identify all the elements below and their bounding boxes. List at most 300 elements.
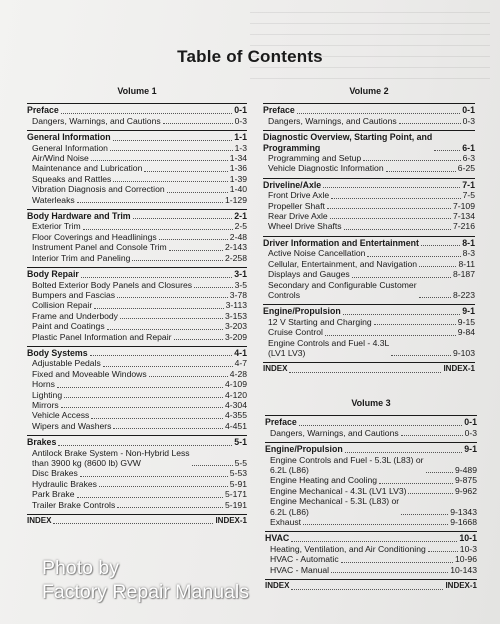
entry-page: 8-11 (458, 258, 475, 269)
dot-leader (91, 160, 228, 161)
index-page: INDEX-1 (215, 516, 247, 526)
entry-label: Vehicle Access (32, 410, 90, 421)
entry-page: 9-489 (455, 465, 477, 476)
dot-leader (331, 572, 448, 573)
entry-page: 3-203 (225, 321, 247, 332)
dot-leader (159, 239, 228, 240)
toc-entry (263, 317, 475, 327)
toc-entry (263, 163, 475, 173)
dot-leader (132, 260, 223, 261)
dot-leader (289, 372, 441, 373)
entry-label: Fixed and Moveable Windows (32, 368, 147, 379)
dot-leader (327, 208, 451, 209)
entry-page: 5-5 (234, 458, 247, 468)
entry-label: Trailer Brake Controls (32, 499, 116, 510)
entry-page: 2-48 (229, 231, 247, 242)
toc-entry (27, 421, 247, 431)
entry-label: Propeller Shaft (268, 200, 325, 211)
entry-page: 6-25 (457, 163, 475, 174)
dot-leader (133, 218, 233, 219)
entry-page: 5-91 (229, 478, 247, 489)
dot-leader (192, 465, 233, 466)
index-entry (265, 579, 477, 591)
section-title: Preface (265, 417, 297, 428)
section-page: 0-1 (462, 105, 475, 116)
dot-leader (117, 507, 223, 508)
toc-entry (27, 448, 247, 469)
dot-leader (144, 171, 227, 172)
entry-page: 2-143 (225, 242, 247, 253)
toc-entry (27, 174, 247, 184)
dot-leader (113, 181, 227, 182)
entry-label: Squeaks and Rattles (32, 173, 112, 184)
toc-entry (265, 544, 477, 554)
entry-label: Adjustable Pedals (32, 358, 101, 369)
entry-label: Wipers and Washers (32, 420, 112, 431)
toc-section (265, 415, 477, 438)
toc-section (27, 209, 247, 263)
entry-page: 5-191 (225, 499, 247, 510)
dot-leader (194, 287, 233, 288)
entry-page: 4-451 (225, 420, 247, 431)
entry-page: 3-5 (234, 279, 247, 290)
toc-section (27, 346, 247, 431)
dot-leader (94, 308, 223, 309)
entry-page: 4-120 (225, 389, 247, 400)
toc-entry (263, 280, 475, 301)
entry-label: Instrument Panel and Console Trim (32, 242, 167, 253)
toc-entry (265, 475, 477, 485)
index-page: INDEX-1 (443, 364, 475, 374)
entry-label: Disc Brakes (32, 468, 78, 479)
entry-label: Air/Wind Noise (32, 153, 89, 164)
toc-entry (27, 195, 247, 205)
dot-leader (107, 329, 223, 330)
section-title: Driveline/Axle (263, 179, 322, 190)
entry-label: Dangers, Warnings, and Cautions (268, 115, 397, 126)
entry-label: Lighting (32, 389, 63, 400)
toc-entry (27, 116, 247, 126)
toc-section (265, 531, 477, 575)
entry-page: 2-5 (234, 221, 247, 232)
section-title: Preface (27, 105, 59, 116)
entry-page: 3-209 (225, 331, 247, 342)
section-title: Engine/Propulsion (263, 306, 341, 317)
entry-label: Dangers, Warnings, and Cautions (270, 427, 399, 438)
section-page: 4-1 (234, 347, 247, 358)
section-page: 9-1 (464, 444, 477, 455)
toc-entry (263, 269, 475, 279)
toc-entry (27, 311, 247, 321)
entry-label: Floor Coverings and Headlinings (32, 231, 157, 242)
section-heading (27, 346, 247, 358)
section-page: 0-1 (464, 417, 477, 428)
toc-entry (27, 153, 247, 163)
index-label: INDEX (27, 516, 52, 526)
dot-leader (303, 524, 448, 525)
toc-entry (263, 211, 475, 221)
entry-label: Vibration Diagnosis and Correction (32, 184, 165, 195)
dot-leader (77, 202, 223, 203)
dot-leader (391, 355, 451, 356)
section-page: 2-1 (234, 211, 247, 222)
entry-page: 1-39 (229, 173, 247, 184)
entry-label: Antilock Brake System - Non-Hybrid Less than 3900 kg (8600 lb) GVW (32, 447, 190, 468)
dot-leader (401, 514, 448, 515)
toc-section (27, 267, 247, 342)
dot-leader (99, 486, 228, 487)
toc-entry (27, 379, 247, 389)
entry-label: Mirrors (32, 399, 59, 410)
toc-entry (263, 221, 475, 231)
entry-page: 9-1668 (450, 517, 477, 528)
toc-entry (27, 143, 247, 153)
toc-section (27, 130, 247, 205)
entry-page: 9-1343 (450, 506, 477, 517)
entry-page: 8-187 (453, 269, 475, 280)
dot-leader (374, 324, 456, 325)
entry-label: Engine Mechanical - 5.3L (L83) or 6.2L (L86) (270, 496, 400, 517)
entry-page: 10-143 (450, 564, 477, 575)
entry-page: 9-875 (455, 475, 477, 486)
section-heading (265, 531, 477, 543)
toc-section (265, 442, 477, 527)
section-heading (263, 130, 475, 153)
entry-label: Engine Controls and Fuel - 4.3L (LV1 LV3) (268, 337, 390, 358)
toc-entry (263, 248, 475, 258)
section-heading (27, 103, 247, 115)
toc-entry (27, 479, 247, 489)
entry-label: Maintenance and Lubrication (32, 163, 143, 174)
entry-page: 4-355 (225, 410, 247, 421)
entry-page: 7-134 (453, 211, 475, 222)
toc-section (27, 435, 247, 510)
entry-page: 7-216 (453, 221, 475, 232)
entry-label: Exhaust (270, 517, 302, 528)
dot-leader (426, 472, 454, 473)
section-page: 5-1 (234, 437, 247, 448)
dot-leader (428, 551, 458, 552)
section-title: Driver Information and Entertainment (263, 237, 419, 248)
entry-page: 3-113 (225, 300, 247, 311)
entry-page: 3-78 (229, 289, 247, 300)
section-title: Body Repair (27, 269, 79, 280)
toc-entry (265, 517, 477, 527)
entry-label: Exterior Trim (32, 221, 81, 232)
entry-page: 1-129 (225, 194, 247, 205)
entry-label: Plastic Panel Information and Repair (32, 331, 172, 342)
dot-leader (331, 198, 460, 199)
entry-label: Hydraulic Brakes (32, 478, 97, 489)
dot-leader (401, 435, 463, 436)
toc-entry (27, 280, 247, 290)
entry-label: Engine Mechanical - 4.3L (LV1 LV3) (270, 485, 407, 496)
dot-leader (174, 339, 224, 340)
dot-leader (113, 428, 223, 429)
photo-watermark (42, 556, 249, 604)
entry-page: 0-3 (462, 115, 475, 126)
dot-leader (291, 541, 457, 542)
toc-entry (263, 259, 475, 269)
toc-entry (27, 242, 247, 252)
index-entry (263, 362, 475, 374)
volume-heading: Volume 2 (349, 86, 389, 96)
toc-entry (263, 116, 475, 126)
toc-section (263, 178, 475, 232)
toc-entry (27, 232, 247, 242)
section-title: Brakes (27, 437, 57, 448)
section-page: 9-1 (462, 306, 475, 317)
section-heading (263, 304, 475, 316)
toc-section (263, 304, 475, 358)
section-page: 6-1 (462, 142, 475, 153)
section-title: Diagnostic Overview, Starting Point, and Programming (263, 132, 433, 153)
section-heading (263, 236, 475, 248)
entry-label: HVAC - Manual (270, 564, 330, 575)
volume-3-column (265, 398, 477, 592)
dot-leader (91, 418, 223, 419)
entry-label: Bumpers and Fascias (32, 289, 116, 300)
section-page: 3-1 (234, 269, 247, 280)
page-title: Table of Contents (177, 47, 323, 66)
entry-label: Vehicle Diagnostic Information (268, 163, 384, 174)
toc-entry (27, 489, 247, 499)
dot-leader (80, 476, 228, 477)
entry-label: Waterleaks (32, 194, 75, 205)
entry-page: 8-3 (462, 248, 475, 259)
dot-leader (64, 397, 223, 398)
entry-page: 10-3 (459, 543, 477, 554)
dot-leader (343, 314, 461, 315)
index-label: INDEX (263, 364, 288, 374)
toc-entry (27, 321, 247, 331)
toc-entry (263, 190, 475, 200)
watermark-line-2: Factory Repair Manuals (42, 581, 249, 603)
entry-page: 4-304 (225, 399, 247, 410)
entry-label: Horns (32, 379, 55, 390)
dot-leader (344, 229, 451, 230)
entry-label: Secondary and Configurable Customer Controls (268, 279, 417, 300)
entry-label: 12 V Starting and Charging (268, 316, 372, 327)
toc-entry (27, 184, 247, 194)
entry-label: Programming and Setup (268, 153, 362, 164)
dot-leader (345, 452, 463, 453)
index-entry (27, 514, 247, 526)
section-title: HVAC (265, 533, 290, 544)
toc-entry (27, 253, 247, 263)
toc-entry (27, 390, 247, 400)
entry-label: Cellular, Entertainment, and Navigation (268, 258, 418, 269)
dot-leader (297, 113, 460, 114)
entry-label: Interior Trim and Paneling (32, 252, 131, 263)
entry-label: Collision Repair (32, 300, 93, 311)
entry-label: Rear Drive Axle (268, 211, 328, 222)
toc-section (263, 236, 475, 300)
toc-entry (27, 358, 247, 368)
dot-leader (117, 297, 228, 298)
section-heading (265, 442, 477, 454)
volume-heading: Volume 3 (351, 398, 391, 408)
dot-leader (149, 376, 228, 377)
toc-entry (263, 338, 475, 359)
toc-entry (265, 565, 477, 575)
section-heading (263, 103, 475, 115)
dot-leader (386, 171, 456, 172)
entry-label: Displays and Gauges (268, 269, 350, 280)
dot-leader (90, 355, 233, 356)
dot-leader (352, 277, 451, 278)
toc-entry (265, 486, 477, 496)
section-page: 8-1 (462, 237, 475, 248)
index-label: INDEX (265, 581, 290, 591)
toc-entry (263, 201, 475, 211)
entry-page: 1-40 (229, 184, 247, 195)
dot-leader (103, 366, 233, 367)
dot-leader (110, 150, 233, 151)
dot-leader (419, 297, 451, 298)
entry-label: Engine Heating and Cooling (270, 475, 378, 486)
volume-1-column (27, 86, 247, 526)
entry-label: Dangers, Warnings, and Cautions (32, 115, 161, 126)
entry-label: Engine Controls and Fuel - 5.3L (L83) or 6.2L (L86) (270, 454, 424, 476)
toc-entry (27, 468, 247, 478)
toc-entry (27, 290, 247, 300)
toc-entry (27, 369, 247, 379)
section-title: Preface (263, 105, 295, 116)
entry-label: Heating, Ventilation, and Air Conditioning (270, 543, 426, 554)
section-heading (263, 178, 475, 190)
dot-leader (163, 123, 233, 124)
entry-page: 2-258 (225, 252, 247, 263)
toc-entry (263, 327, 475, 337)
entry-page: 7-5 (462, 190, 475, 201)
dot-leader (57, 387, 223, 388)
entry-page: 5-53 (229, 468, 247, 479)
index-page: INDEX-1 (445, 581, 477, 591)
entry-label: Cruise Control (268, 327, 323, 338)
dot-leader (434, 150, 460, 151)
dot-leader (325, 335, 456, 336)
section-title: Body Hardware and Trim (27, 211, 131, 222)
toc-entry (263, 153, 475, 163)
entry-page: 6-3 (462, 153, 475, 164)
entry-page: 1-3 (234, 142, 247, 153)
watermark-line-1: Photo by (42, 557, 119, 579)
toc-entry (27, 332, 247, 342)
section-heading (27, 267, 247, 279)
dot-leader (58, 445, 232, 446)
dot-leader (341, 562, 453, 563)
section-page: 1-1 (234, 132, 247, 143)
section-page: 10-1 (459, 533, 477, 544)
toc-entry (27, 221, 247, 231)
volume-heading: Volume 1 (117, 86, 157, 96)
toc-entry (27, 500, 247, 510)
entry-label: Wheel Drive Shafts (268, 221, 342, 232)
entry-label: Active Noise Cancellation (268, 248, 366, 259)
entry-label: HVAC - Automatic (270, 554, 339, 565)
dot-leader (61, 407, 223, 408)
entry-page: 1-34 (229, 153, 247, 164)
entry-label: Paint and Coatings (32, 321, 105, 332)
section-page: 7-1 (462, 179, 475, 190)
entry-label: General Information (32, 142, 108, 153)
dot-leader (169, 250, 223, 251)
entry-page: 4-109 (225, 379, 247, 390)
entry-page: 0-3 (234, 115, 247, 126)
section-title: General Information (27, 132, 111, 143)
entry-label: Front Drive Axle (268, 190, 330, 201)
section-page: 0-1 (234, 105, 247, 116)
entry-page: 9-15 (457, 316, 475, 327)
dot-leader (299, 425, 462, 426)
toc-section (263, 130, 475, 174)
dot-leader (53, 523, 213, 524)
dot-leader (323, 187, 460, 188)
section-heading (27, 130, 247, 142)
toc-entry (265, 496, 477, 517)
section-title: Body Systems (27, 347, 88, 358)
dot-leader (408, 493, 453, 494)
toc-section (263, 103, 475, 126)
dot-leader (421, 245, 460, 246)
entry-label: Bolted Exterior Body Panels and Closures (32, 279, 193, 290)
volume-2-column (263, 86, 475, 375)
toc-entry (27, 410, 247, 420)
toc-entry (27, 400, 247, 410)
entry-page: 3-153 (225, 310, 247, 321)
toc-entry (265, 554, 477, 564)
dot-leader (379, 483, 453, 484)
entry-page: 7-109 (453, 200, 475, 211)
entry-page: 0-3 (464, 427, 477, 438)
entry-page: 5-171 (225, 489, 247, 500)
entry-page: 1-36 (229, 163, 247, 174)
dot-leader (330, 218, 451, 219)
dot-leader (167, 192, 228, 193)
entry-page: 9-103 (453, 347, 475, 358)
dot-leader (120, 318, 223, 319)
entry-page: 9-962 (455, 485, 477, 496)
dot-leader (61, 113, 232, 114)
entry-page: 9-84 (457, 327, 475, 338)
entry-page: 10-96 (455, 554, 477, 565)
dot-leader (83, 229, 233, 230)
section-title: Engine/Propulsion (265, 444, 343, 455)
section-heading (265, 415, 477, 427)
dot-leader (367, 256, 460, 257)
toc-entry (27, 163, 247, 173)
dot-leader (419, 266, 456, 267)
dot-leader (291, 589, 443, 590)
toc-entry (27, 300, 247, 310)
entry-page: 4-7 (234, 358, 247, 369)
entry-page: 8-223 (453, 289, 475, 300)
dot-leader (77, 497, 224, 498)
toc-entry (265, 428, 477, 438)
entry-page: 4-28 (229, 368, 247, 379)
section-heading (27, 435, 247, 447)
section-heading (27, 209, 247, 221)
toc-section (27, 103, 247, 126)
dot-leader (363, 160, 460, 161)
entry-label: Park Brake (32, 489, 75, 500)
dot-leader (81, 277, 232, 278)
toc-entry (265, 455, 477, 476)
entry-label: Frame and Underbody (32, 310, 118, 321)
dot-leader (113, 140, 233, 141)
dot-leader (399, 123, 461, 124)
